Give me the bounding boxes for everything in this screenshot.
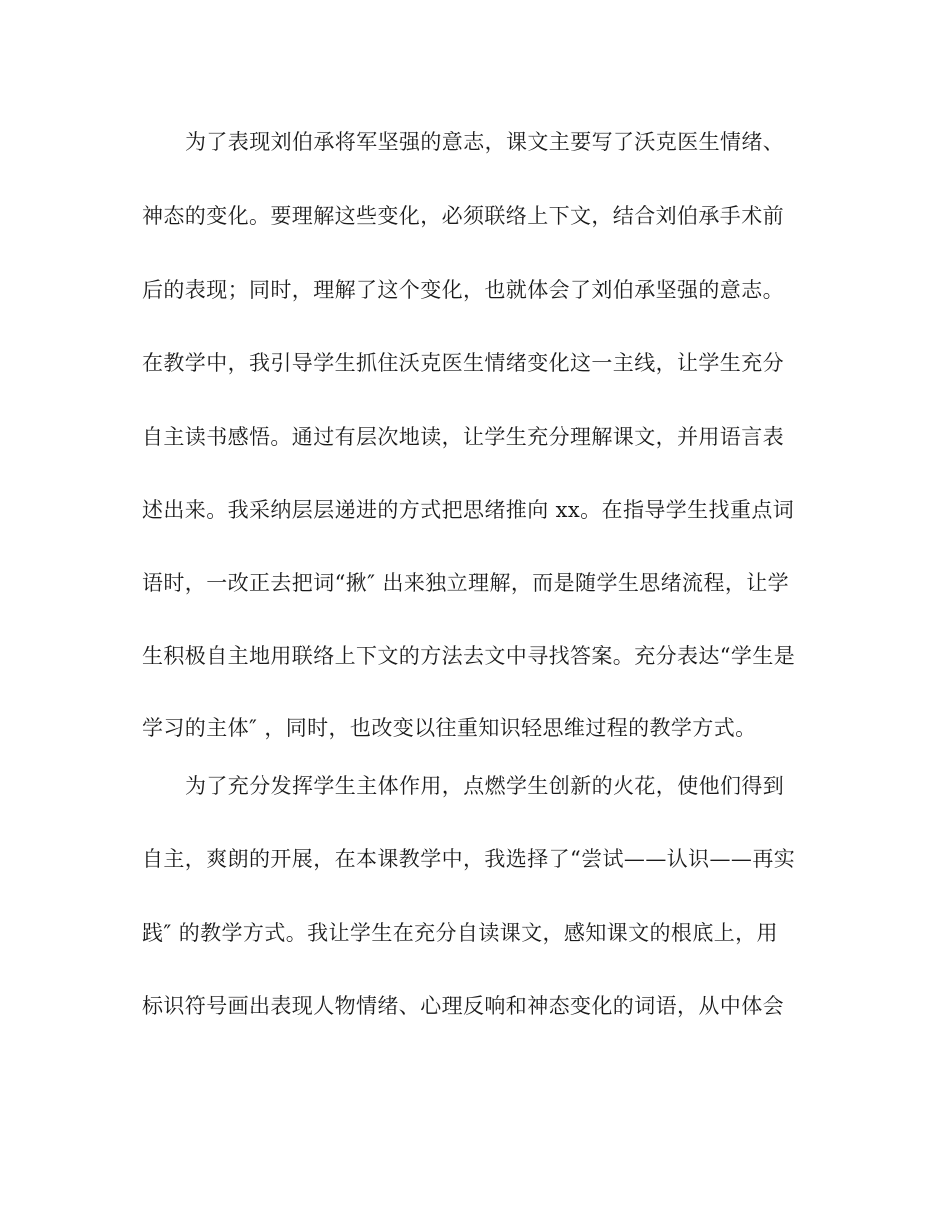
paragraph-line: 自主，爽朗的开展，在本课教学中，我选择了“尝试——认识——再实 — [142, 847, 796, 871]
paragraph-line: 生积极自主地用联络上下文的方法去文中寻找答案。充分表达“学生是 — [142, 644, 796, 668]
paragraph-line: 神态的变化。要理解这些变化，必须联络上下文，结合刘伯承手术前 — [142, 204, 784, 228]
paragraph-line: 为了表现刘伯承将军坚强的意志，课文主要写了沃克医生情绪、 — [185, 130, 785, 154]
paragraph-line: 语时，一改正去把词“揪″ 出来独立理解，而是随学生思绪流程，让学 — [142, 571, 790, 595]
paragraph-line: 在教学中，我引导学生抓住沃克医生情绪变化这一主线，让学生充分 — [142, 351, 784, 375]
paragraph-line: 为了充分发挥学生主体作用，点燃学生创新的火花，使他们得到 — [185, 774, 785, 798]
paragraph-line: 自主读书感悟。通过有层次地读，让学生充分理解课文，并用语言表 — [142, 425, 784, 449]
paragraph-line: 述出来。我采纳层层递进的方式把思绪推向 xx。在指导学生找重点词 — [142, 498, 795, 522]
paragraph-line: 践″ 的教学方式。我让学生在充分自读课文，感知课文的根底上，用 — [142, 921, 778, 945]
paragraph-line: 标识符号画出表现人物情绪、心理反响和神态变化的词语，从中体会 — [142, 994, 784, 1018]
paragraph-line: 学习的主体″ ，同时，也改变以往重知识轻思维过程的教学方式。 — [142, 716, 757, 740]
paragraph-line: 后的表现；同时，理解了这个变化，也就体会了刘伯承坚强的意志。 — [142, 278, 784, 302]
